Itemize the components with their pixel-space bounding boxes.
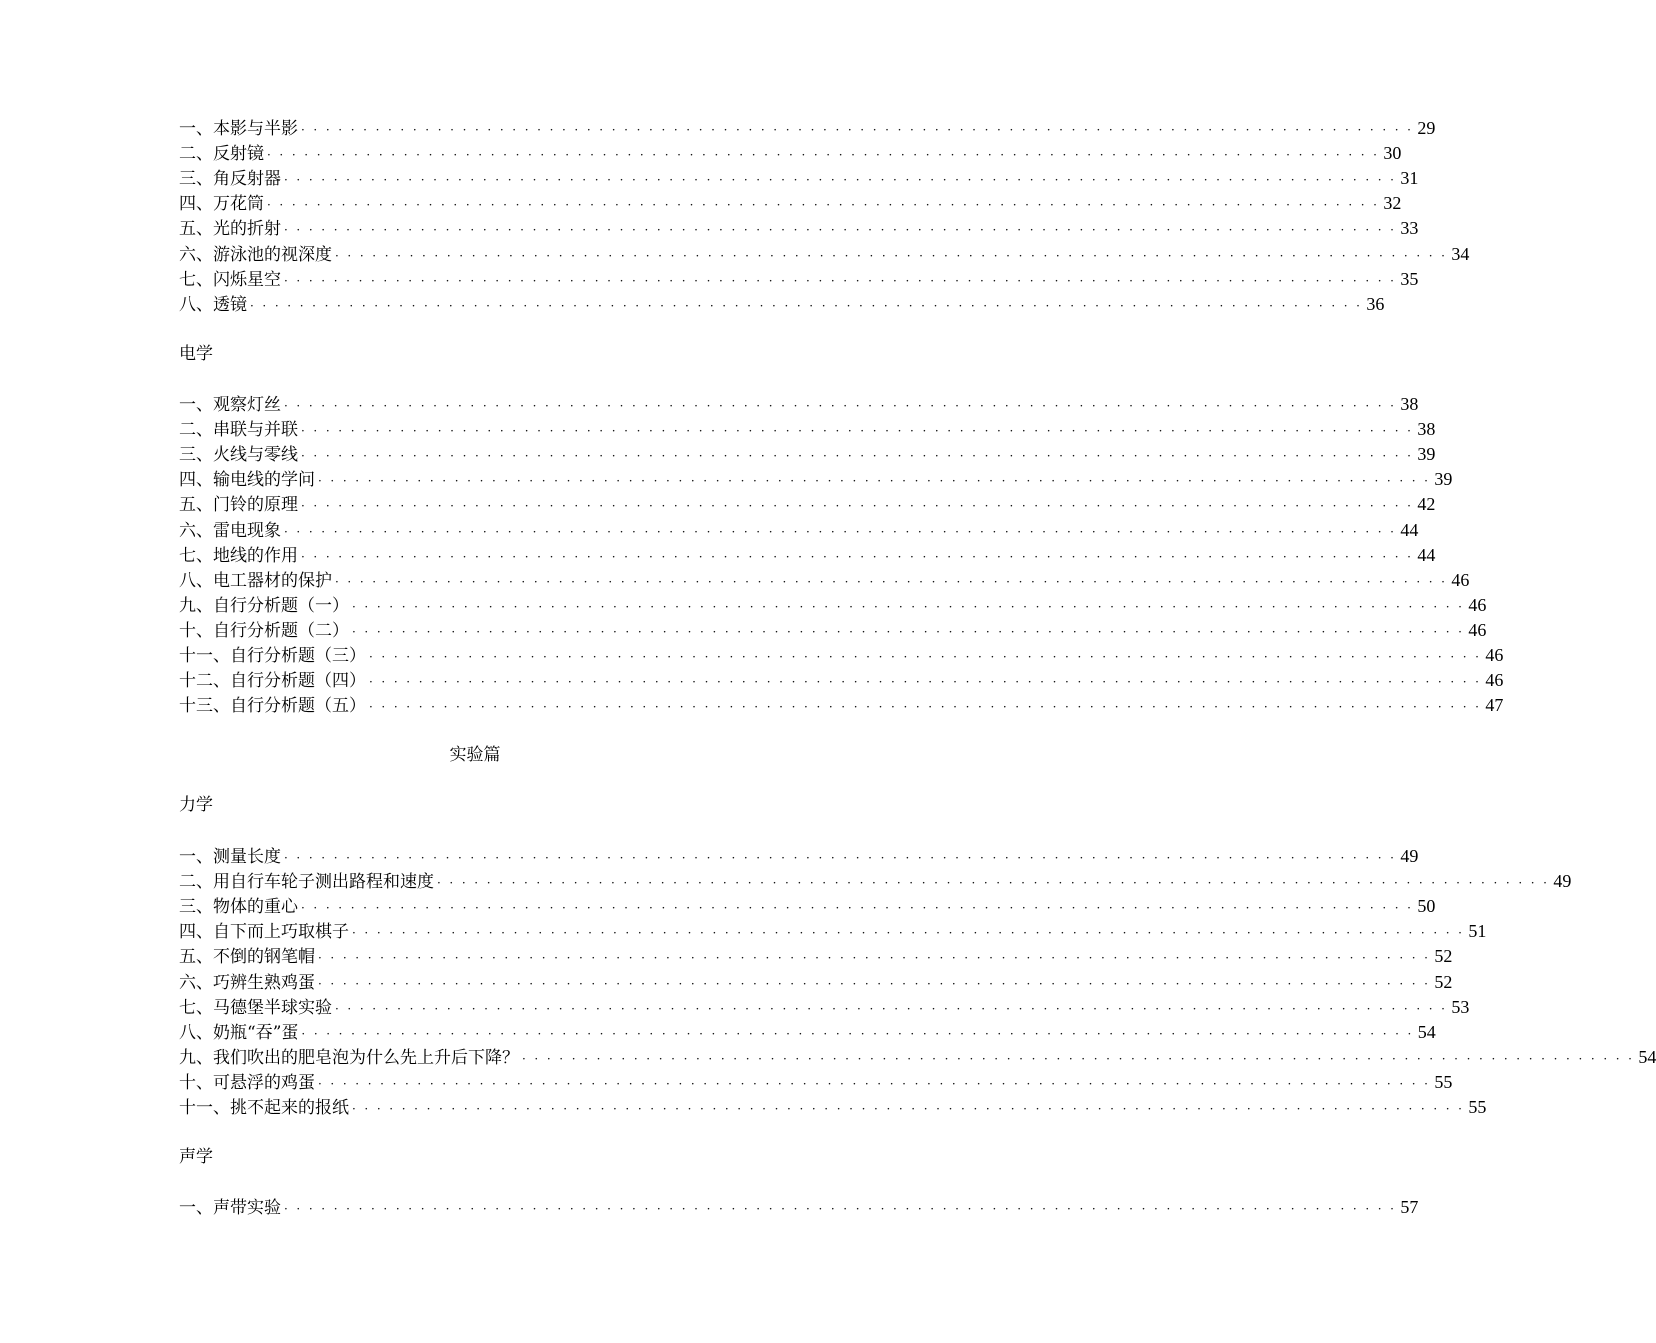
toc-entry-page-number: 44 [1400,519,1419,540]
toc-entry[interactable] [179,944,1453,969]
toc-dot-leader: · · · · · · · · · · · · · · · · · · · · · · · · · · · · · · · · · · · · · · · · · · · · · · · · · · · · · · · · · · · · · · · · · · · · · · · · · · · · · · · · · · · · · · · · · · [284,1202,1397,1216]
toc-entry[interactable] [179,166,1419,191]
toc-dot-leader: · · · · · · · · · · · · · · · · · · · · · · · · · · · · · · · · · · · · · · · · · · · · · · · · · · · · · · · · · · · · · · · · · · · · · · · · · · · · · · · · · · · · · · · · · · [284,524,1397,539]
section-heading-electricity: 电学 [179,344,213,364]
toc-entry[interactable] [179,1020,1436,1045]
toc-entry[interactable] [179,141,1402,166]
toc-entry-page-number: 32 [1383,193,1402,214]
toc-dot-leader: · · · · · · · · · · · · · · · · · · · · · · · · · · · · · · · · · · · · · · · · · · · · · · · · · · · · · · · · · · · · · · · · · · · · · · · · · · · · · · · · · · · · · · · · · · [369,650,1482,664]
toc-entry-page-number: 35 [1400,268,1419,289]
toc-entry-page-number: 42 [1417,494,1436,515]
toc-entry-title: 九、自行分析题（一） [179,595,349,616]
toc-entry[interactable] [179,1095,1487,1120]
toc-entry-title: 六、游泳池的视深度 [179,244,332,265]
toc-entry-title: 三、火线与零线 [179,445,298,466]
toc-entry[interactable] [179,693,1504,718]
section-heading-mechanics: 力学 [179,795,213,815]
toc-entry-page-number: 51 [1468,921,1487,942]
toc-entry-title: 十二、自行分析题（四） [179,671,366,692]
toc-entry[interactable] [179,894,1436,919]
toc-dot-leader: · · · · · · · · · · · · · · · · · · · · · · · · · · · · · · · · · · · · · · · · · · · · · · · · · · · · · · · · · · · · · · · · · · · · · · · · · · · · · · · · · · · · · · · · · · [369,675,1482,690]
toc-entry[interactable] [179,844,1419,869]
toc-entry-title: 二、用自行车轮子测出路程和速度 [179,872,434,893]
toc-entry[interactable] [179,392,1419,417]
toc-entry-page-number: 33 [1400,218,1419,239]
toc-entry-title: 三、物体的重心 [179,897,298,918]
toc-dot-leader: · · · · · · · · · · · · · · · · · · · · · · · · · · · · · · · · · · · · · · · · · · · · · · · · · · · · · · · · · · · · · · · · · · · · · · · · · · · · · · · · · · · · · · · · · · [352,926,1465,941]
toc-entry[interactable] [179,618,1487,643]
toc-entry-title: 一、本影与半影 [179,119,298,139]
toc-dot-leader: · · · · · · · · · · · · · · · · · · · · · · · · · · · · · · · · · · · · · · · · · · · · · · · · · · · · · · · · · · · · · · · · · · · · · · · · · · · · · · · · · · · · · · · · · · [301,499,1414,514]
toc-entry-title: 十、自行分析题（二） [179,620,349,641]
toc-dot-leader: · · · · · · · · · · · · · · · · · · · · · · · · · · · · · · · · · · · · · · · · · · · · · · · · · · · · · · · · · · · · · · · · · · · · · · · · · · · · · · · · · · · · · · · · · · [335,248,1448,263]
toc-entry-title: 九、我们吹出的肥皂泡为什么先上升后下降？ [179,1047,519,1068]
toc-dot-leader: · · · · · · · · · · · · · · · · · · · · · · · · · · · · · · · · · · · · · · · · · · · · · · · · · · · · · · · · · · · · · · · · · · · · · · · · · · · · · · · · · · · · · · · · · · [284,273,1397,288]
toc-entry[interactable] [179,593,1487,618]
toc-entry[interactable] [179,970,1453,995]
toc-dot-leader: · · · · · · · · · · · · · · · · · · · · · · · · · · · · · · · · · · · · · · · · · · · · · · · · · · · · · · · · · · · · · · · · · · · · · · · · · · · · · · · · · · · · · · · · · · [318,1076,1431,1091]
toc-dot-leader: · · · · · · · · · · · · · · · · · · · · · · · · · · · · · · · · · · · · · · · · · · · · · · · · · · · · · · · · · · · · · · · · · · · · · · · · · · · · · · · · · · · · · · · · · · [335,574,1448,589]
toc-dot-leader: · · · · · · · · · · · · · · · · · · · · · · · · · · · · · · · · · · · · · · · · · · · · · · · · · · · · · · · · · · · · · · · · · · · · · · · · · · · · · · · · · · · · · · · · · · [352,624,1465,639]
toc-entry[interactable] [179,995,1470,1020]
toc-entry-page-number: 29 [1417,118,1436,138]
toc-entry-title: 四、输电线的学问 [179,470,315,491]
toc-dot-leader: · · · · · · · · · · · · · · · · · · · · · · · · · · · · · · · · · · · · · · · · · · · · · · · · · · · · · · · · · · · · · · · · · · · · · · · · · · · · · · · · · · · · · · · · · · [284,851,1397,865]
toc-entry-title: 一、测量长度 [179,847,281,867]
toc-entry-page-number: 54 [1417,1021,1436,1042]
toc-entry-page-number: 52 [1434,946,1453,967]
toc-entry-title: 七、闪烁星空 [179,269,281,290]
toc-entry-page-number: 57 [1400,1197,1419,1217]
toc-dot-leader: · · · · · · · · · · · · · · · · · · · · · · · · · · · · · · · · · · · · · · · · · · · · · · · · · · · · · · · · · · · · · · · · · · · · · · · · · · · · · · · · · · · · · · · · · · [284,173,1397,188]
toc-dot-leader: · · · · · · · · · · · · · · · · · · · · · · · · · · · · · · · · · · · · · · · · · · · · · · · · · · · · · · · · · · · · · · · · · · · · · · · · · · · · · · · · · · · · · · · · · · [369,700,1482,715]
toc-entry-page-number: 46 [1468,594,1487,615]
toc-entry-page-number: 46 [1468,619,1487,640]
toc-entry-title: 十、可悬浮的鸡蛋 [179,1072,315,1093]
toc-entry-title: 八、奶瓶“吞”蛋 [179,1022,299,1043]
toc-entry-title: 七、地线的作用 [179,545,298,566]
toc-entry-page-number: 53 [1451,996,1470,1017]
section-heading-acoustics: 声学 [179,1147,213,1167]
toc-entry-page-number: 49 [1400,846,1419,866]
toc-entry[interactable] [179,242,1470,267]
toc-entry[interactable] [179,467,1453,492]
toc-dot-leader: · · · · · · · · · · · · · · · · · · · · · · · · · · · · · · · · · · · · · · · · · · · · · · · · · · · · · · · · · · · · · · · · · · · · · · · · · · · · · · · · · · · · · · · · · · [284,223,1397,238]
toc-entry-page-number: 55 [1468,1097,1487,1117]
toc-entry[interactable] [179,417,1436,442]
toc-entry-page-number: 30 [1383,143,1402,164]
toc-dot-leader: · · · · · · · · · · · · · · · · · · · · · · · · · · · · · · · · · · · · · · · · · · · · · · · · · · · · · · · · · · · · · · · · · · · · · · · · · · · · · · · · · · · · · · · · · · [301,424,1414,439]
toc-dot-leader: · · · · · · · · · · · · · · · · · · · · · · · · · · · · · · · · · · · · · · · · · · · · · · · · · · · · · · · · · · · · · · · · · · · · · · · · · · · · · · · · · · · · · · · · · · [301,549,1414,564]
toc-entry-title: 三、角反射器 [179,169,281,190]
toc-entry-page-number: 39 [1417,444,1436,465]
toc-entry-title: 五、光的折射 [179,219,281,240]
toc-entry[interactable] [179,1195,1419,1220]
toc-entry-page-number: 39 [1434,469,1453,490]
toc-entry-title: 四、自下而上巧取棋子 [179,922,349,943]
toc-entry-title: 六、雷电现象 [179,520,281,541]
toc-dot-leader: · · · · · · · · · · · · · · · · · · · · · · · · · · · · · · · · · · · · · · · · · · · · · · · · · · · · · · · · · · · · · · · · · · · · · · · · · · · · · · · · · · · · · · · · · · [301,1026,1414,1041]
toc-entry[interactable] [179,919,1487,944]
toc-dot-leader: · · · · · · · · · · · · · · · · · · · · · · · · · · · · · · · · · · · · · · · · · · · · · · · · · · · · · · · · · · · · · · · · · · · · · · · · · · · · · · · · · · · · · · · · · · [267,198,1380,213]
toc-entry-title: 二、串联与并联 [179,420,298,441]
toc-entry-title: 一、观察灯丝 [179,395,281,415]
toc-entry-page-number: 34 [1451,243,1470,264]
toc-entry-title: 十三、自行分析题（五） [179,696,366,717]
toc-entry-page-number: 50 [1417,896,1436,917]
toc-entry-page-number: 52 [1434,971,1453,992]
toc-entry-title: 十一、挑不起来的报纸 [179,1098,349,1118]
toc-entry-title: 八、电工器材的保护 [179,570,332,591]
toc-entry[interactable] [179,543,1436,568]
toc-entry[interactable] [179,869,1572,894]
toc-dot-leader: · · · · · · · · · · · · · · · · · · · · · · · · · · · · · · · · · · · · · · · · · · · · · · · · · · · · · · · · · · · · · · · · · · · · · · · · · · · · · · · · · · · · · · · · · · [284,399,1397,413]
toc-entry-page-number: 38 [1400,394,1419,414]
toc-entry-title: 七、马德堡半球实验 [179,997,332,1018]
toc-entry[interactable] [179,216,1419,241]
toc-entry-page-number: 46 [1485,670,1504,691]
toc-dot-leader: · · · · · · · · · · · · · · · · · · · · · · · · · · · · · · · · · · · · · · · · · · · · · · · · · · · · · · · · · · · · · · · · · · · · · · · · · · · · · · · · · · · · · · · · · · [437,876,1550,891]
toc-dot-leader: · · · · · · · · · · · · · · · · · · · · · · · · · · · · · · · · · · · · · · · · · · · · · · · · · · · · · · · · · · · · · · · · · · · · · · · · · · · · · · · · · · · · · · · · · · [318,976,1431,991]
toc-dot-leader: · · · · · · · · · · · · · · · · · · · · · · · · · · · · · · · · · · · · · · · · · · · · · · · · · · · · · · · · · · · · · · · · · · · · · · · · · · · · · · · · · · · · · · · · · · [522,1051,1635,1066]
toc-entry-title: 五、门铃的原理 [179,495,298,516]
toc-dot-leader: · · · · · · · · · · · · · · · · · · · · · · · · · · · · · · · · · · · · · · · · · · · · · · · · · · · · · · · · · · · · · · · · · · · · · · · · · · · · · · · · · · · · · · · · · · [318,951,1431,966]
toc-entry[interactable] [179,568,1470,593]
toc-entry[interactable] [179,267,1419,292]
toc-entry[interactable] [179,1045,1656,1070]
toc-entry-page-number: 47 [1485,695,1504,716]
toc-entry-page-number: 49 [1553,871,1572,892]
toc-entry-page-number: 38 [1417,419,1436,440]
toc-entry-page-number: 54 [1638,1046,1656,1067]
toc-dot-leader: · · · · · · · · · · · · · · · · · · · · · · · · · · · · · · · · · · · · · · · · · · · · · · · · · · · · · · · · · · · · · · · · · · · · · · · · · · · · · · · · · · · · · · · · · · [250,298,1363,313]
toc-entry[interactable] [179,643,1504,668]
toc-entry[interactable] [179,191,1402,216]
toc-entry-page-number: 36 [1366,293,1385,314]
toc-entry-title: 十一、自行分析题（三） [179,646,366,666]
toc-entry-page-number: 55 [1434,1071,1453,1092]
toc-dot-leader: · · · · · · · · · · · · · · · · · · · · · · · · · · · · · · · · · · · · · · · · · · · · · · · · · · · · · · · · · · · · · · · · · · · · · · · · · · · · · · · · · · · · · · · · · · [301,901,1414,916]
toc-dot-leader: · · · · · · · · · · · · · · · · · · · · · · · · · · · · · · · · · · · · · · · · · · · · · · · · · · · · · · · · · · · · · · · · · · · · · · · · · · · · · · · · · · · · · · · · · · [301,123,1414,137]
toc-entry[interactable] [179,1070,1453,1095]
toc-entry-title: 六、巧辨生熟鸡蛋 [179,972,315,993]
toc-entry-title: 五、不倒的钢笔帽 [179,947,315,968]
toc-entry-page-number: 46 [1451,569,1470,590]
toc-dot-leader: · · · · · · · · · · · · · · · · · · · · · · · · · · · · · · · · · · · · · · · · · · · · · · · · · · · · · · · · · · · · · · · · · · · · · · · · · · · · · · · · · · · · · · · · · · [352,599,1465,614]
toc-entry-title: 一、声带实验 [179,1198,281,1218]
toc-entry-page-number: 31 [1400,168,1419,189]
toc-entry[interactable] [179,668,1504,693]
toc-dot-leader: · · · · · · · · · · · · · · · · · · · · · · · · · · · · · · · · · · · · · · · · · · · · · · · · · · · · · · · · · · · · · · · · · · · · · · · · · · · · · · · · · · · · · · · · · · [335,1001,1448,1016]
toc-entry-title: 八、透镜 [179,294,247,315]
toc-entry-title: 四、万花筒 [179,194,264,215]
toc-entry-title: 二、反射镜 [179,144,264,165]
toc-entry-page-number: 46 [1485,645,1504,665]
toc-entry[interactable] [179,442,1436,467]
part-heading-experiments: 实验篇 [449,745,501,765]
toc-dot-leader: · · · · · · · · · · · · · · · · · · · · · · · · · · · · · · · · · · · · · · · · · · · · · · · · · · · · · · · · · · · · · · · · · · · · · · · · · · · · · · · · · · · · · · · · · · [352,1102,1465,1116]
toc-entry[interactable] [179,518,1419,543]
toc-dot-leader: · · · · · · · · · · · · · · · · · · · · · · · · · · · · · · · · · · · · · · · · · · · · · · · · · · · · · · · · · · · · · · · · · · · · · · · · · · · · · · · · · · · · · · · · · · [318,474,1431,489]
toc-entry[interactable] [179,292,1385,317]
toc-entry[interactable] [179,116,1436,141]
toc-entry-page-number: 44 [1417,544,1436,565]
toc-dot-leader: · · · · · · · · · · · · · · · · · · · · · · · · · · · · · · · · · · · · · · · · · · · · · · · · · · · · · · · · · · · · · · · · · · · · · · · · · · · · · · · · · · · · · · · · · · [301,449,1414,464]
toc-dot-leader: · · · · · · · · · · · · · · · · · · · · · · · · · · · · · · · · · · · · · · · · · · · · · · · · · · · · · · · · · · · · · · · · · · · · · · · · · · · · · · · · · · · · · · · · · · [267,148,1380,163]
toc-entry[interactable] [179,492,1436,517]
